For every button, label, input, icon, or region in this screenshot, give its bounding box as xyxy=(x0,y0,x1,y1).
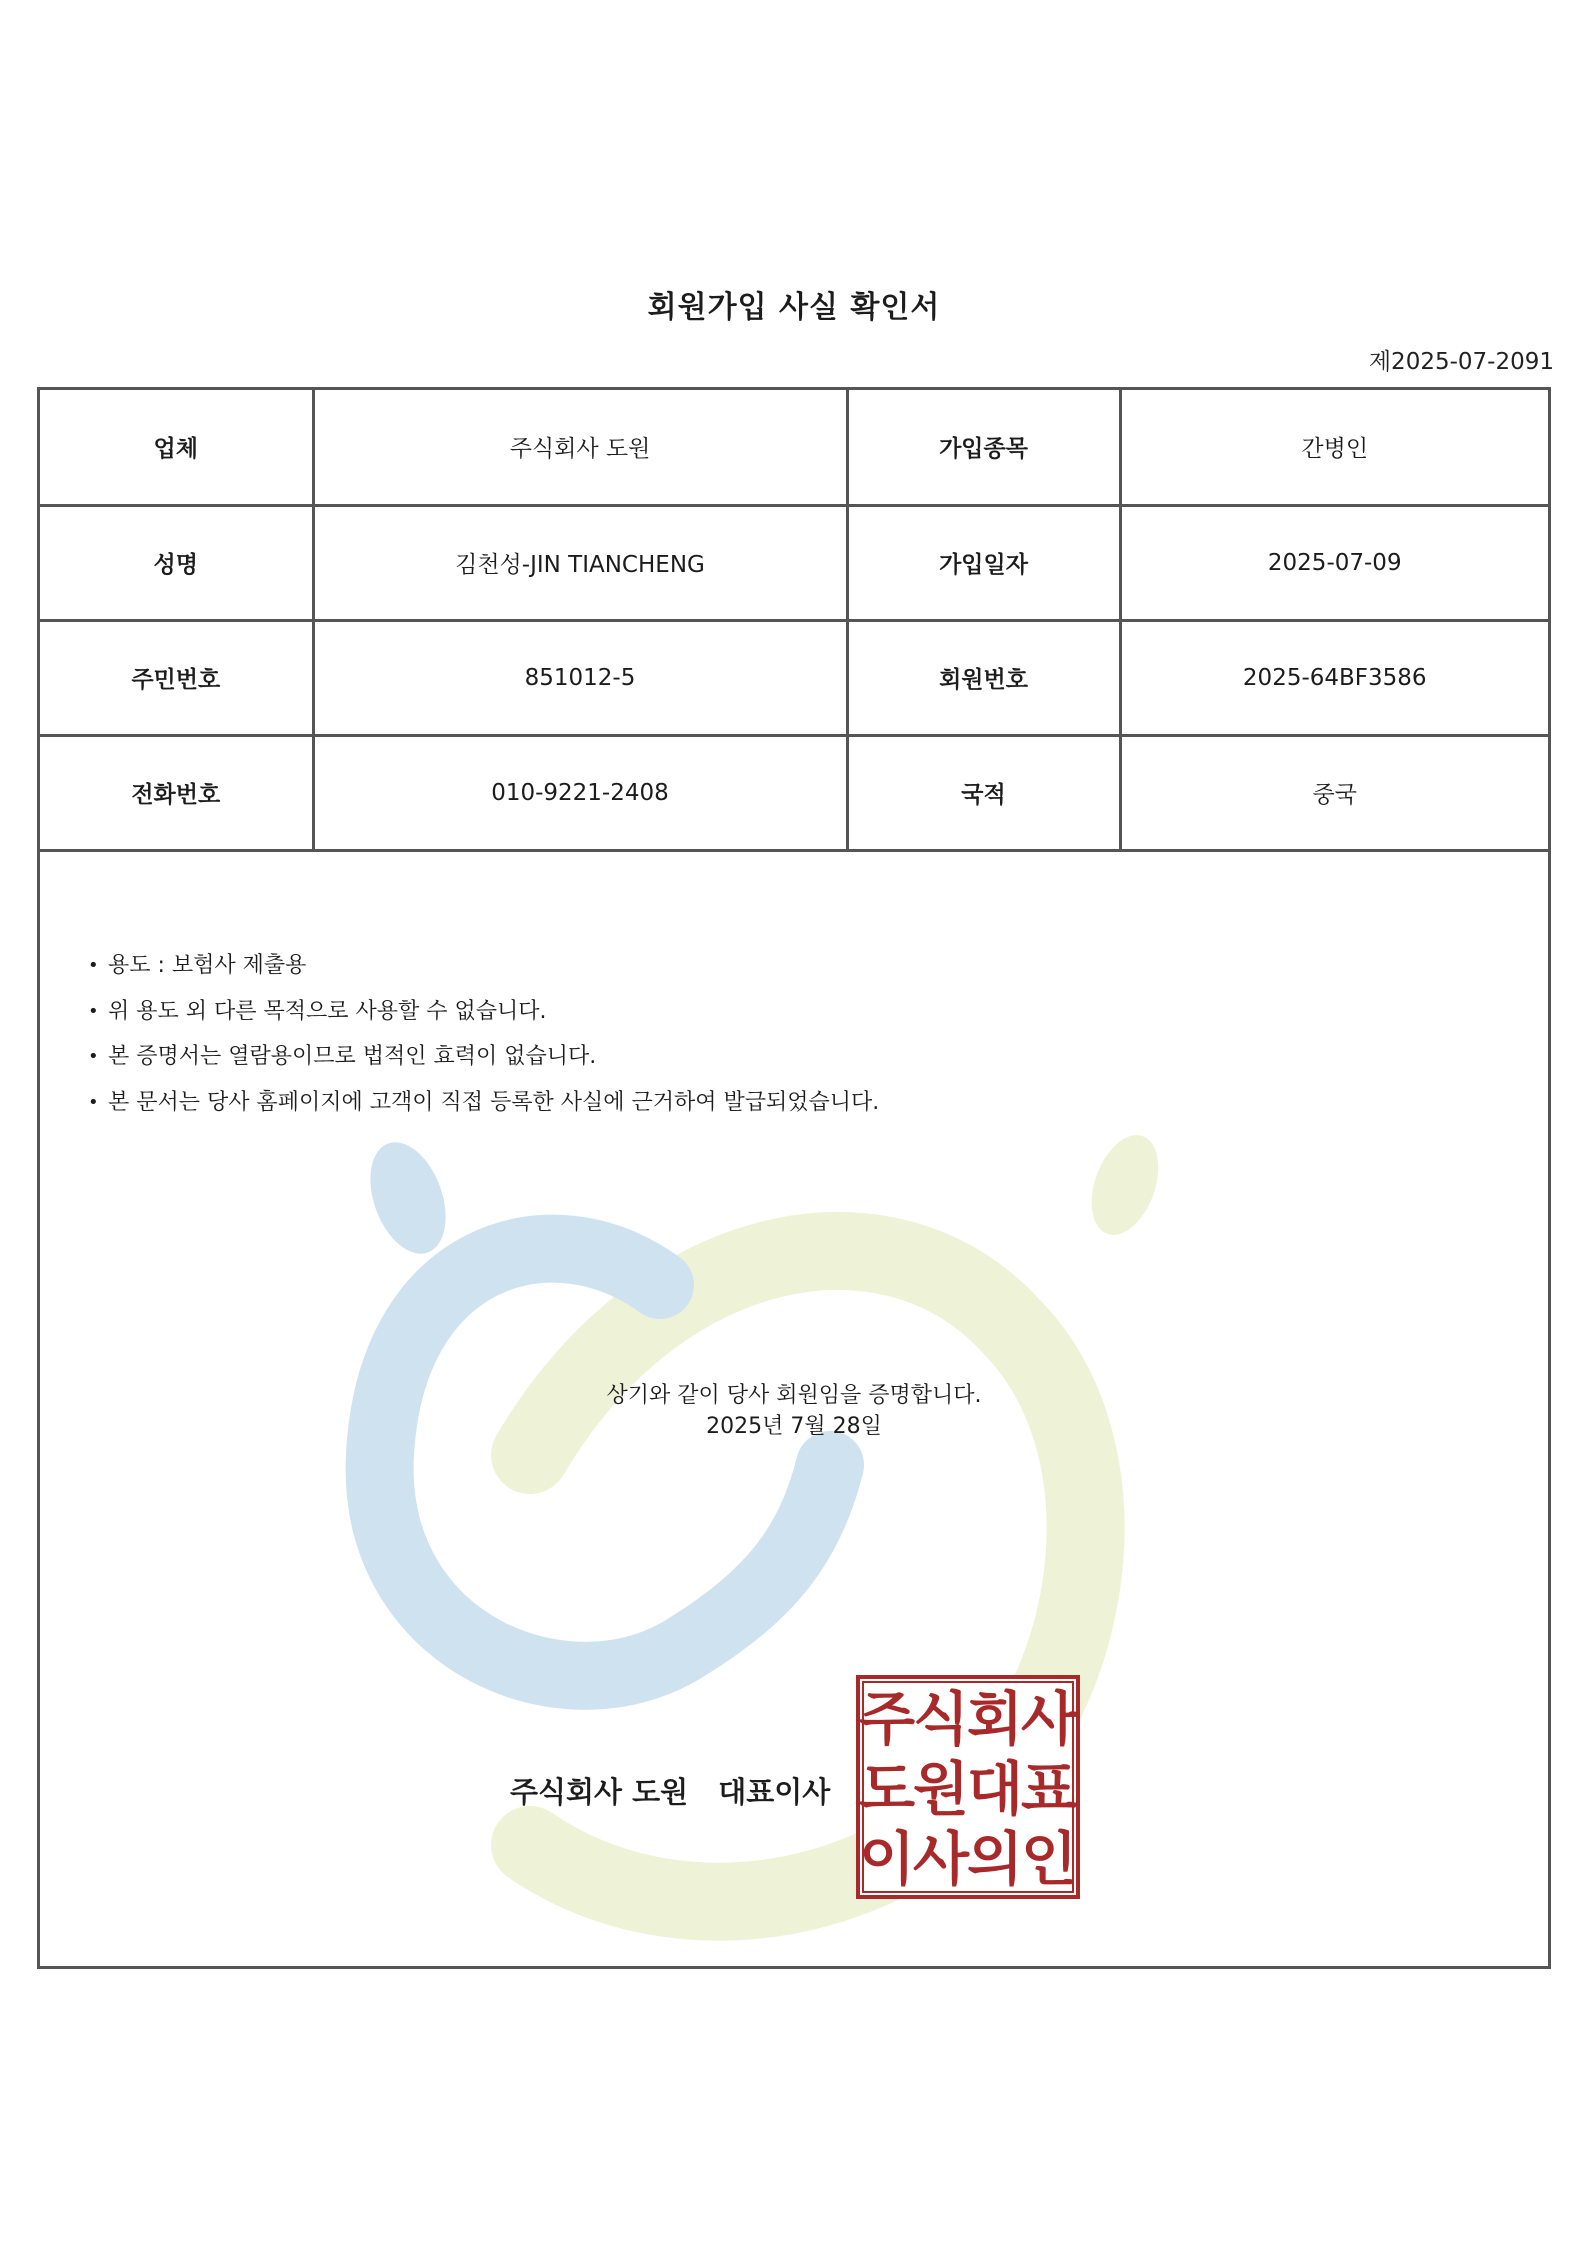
list-item: • 본 증명서는 열람용이므로 법적인 효력이 없습니다. xyxy=(88,1046,879,1068)
seal-character: 표 xyxy=(1020,1755,1078,1823)
seal-character: 사 xyxy=(1020,1685,1078,1753)
name-value: 김천성-JIN TIANCHENG xyxy=(313,505,847,620)
company-seal xyxy=(856,1675,1080,1899)
table-row xyxy=(40,505,1548,620)
certification-statement xyxy=(40,1380,1548,1442)
seal-character: 주 xyxy=(858,1685,916,1753)
member-number-value: 2025-64BF3586 xyxy=(1120,620,1548,735)
membership-type-value: 간병인 xyxy=(1120,390,1548,505)
signer-position: 대표이사 xyxy=(718,1775,831,1809)
table-row xyxy=(40,620,1548,735)
list-item: • 본 문서는 당사 홈페이지에 고객이 직접 등록한 사실에 근거하여 발급되었습니다. xyxy=(88,1092,879,1114)
seal-character: 대 xyxy=(966,1755,1024,1823)
resident-number-label: 주민번호 xyxy=(40,620,313,735)
phone-value: 010-9221-2408 xyxy=(313,735,847,850)
resident-number-value: 851012-5 xyxy=(313,620,847,735)
logo-watermark xyxy=(330,1125,1300,2025)
watermark-green-dot xyxy=(1079,1126,1171,1244)
list-item: • 용도 : 보험사 제출용 xyxy=(88,955,879,977)
statement-text: 상기와 같이 당사 회원임을 증명합니다. xyxy=(606,1383,982,1408)
document-number: 제2025-07-2091 xyxy=(1368,349,1554,375)
signer-company: 주식회사 도원 xyxy=(510,1775,689,1809)
join-date-label: 가입일자 xyxy=(847,505,1120,620)
certificate-frame xyxy=(37,387,1551,1969)
seal-character: 인 xyxy=(1020,1825,1078,1893)
join-date-value: 2025-07-09 xyxy=(1120,505,1548,620)
membership-type-label: 가입종목 xyxy=(847,390,1120,505)
nationality-value: 중국 xyxy=(1120,735,1548,850)
signer-line xyxy=(510,1770,830,1811)
table-row xyxy=(40,390,1548,505)
seal-character: 도 xyxy=(858,1755,916,1823)
seal-character: 회 xyxy=(966,1685,1024,1753)
member-number-label: 회원번호 xyxy=(847,620,1120,735)
seal-character: 이 xyxy=(858,1825,916,1893)
seal-character: 의 xyxy=(966,1825,1024,1893)
seal-character: 식 xyxy=(912,1685,970,1753)
phone-label: 전화번호 xyxy=(40,735,313,850)
member-info-table xyxy=(40,390,1548,852)
seal-character: 원 xyxy=(912,1755,970,1823)
seal-character: 사 xyxy=(912,1825,970,1893)
company-value: 주식회사 도원 xyxy=(313,390,847,505)
issue-date: 2025년 7월 28일 xyxy=(706,1414,882,1439)
list-item: • 위 용도 외 다른 목적으로 사용할 수 없습니다. xyxy=(88,1001,879,1023)
name-label: 성명 xyxy=(40,505,313,620)
notes-list xyxy=(88,955,879,1137)
company-label: 업체 xyxy=(40,390,313,505)
table-row xyxy=(40,735,1548,850)
watermark-blue-dot xyxy=(356,1132,460,1264)
document-title: 회원가입 사실 확인서 xyxy=(647,290,941,325)
nationality-label: 국적 xyxy=(847,735,1120,850)
